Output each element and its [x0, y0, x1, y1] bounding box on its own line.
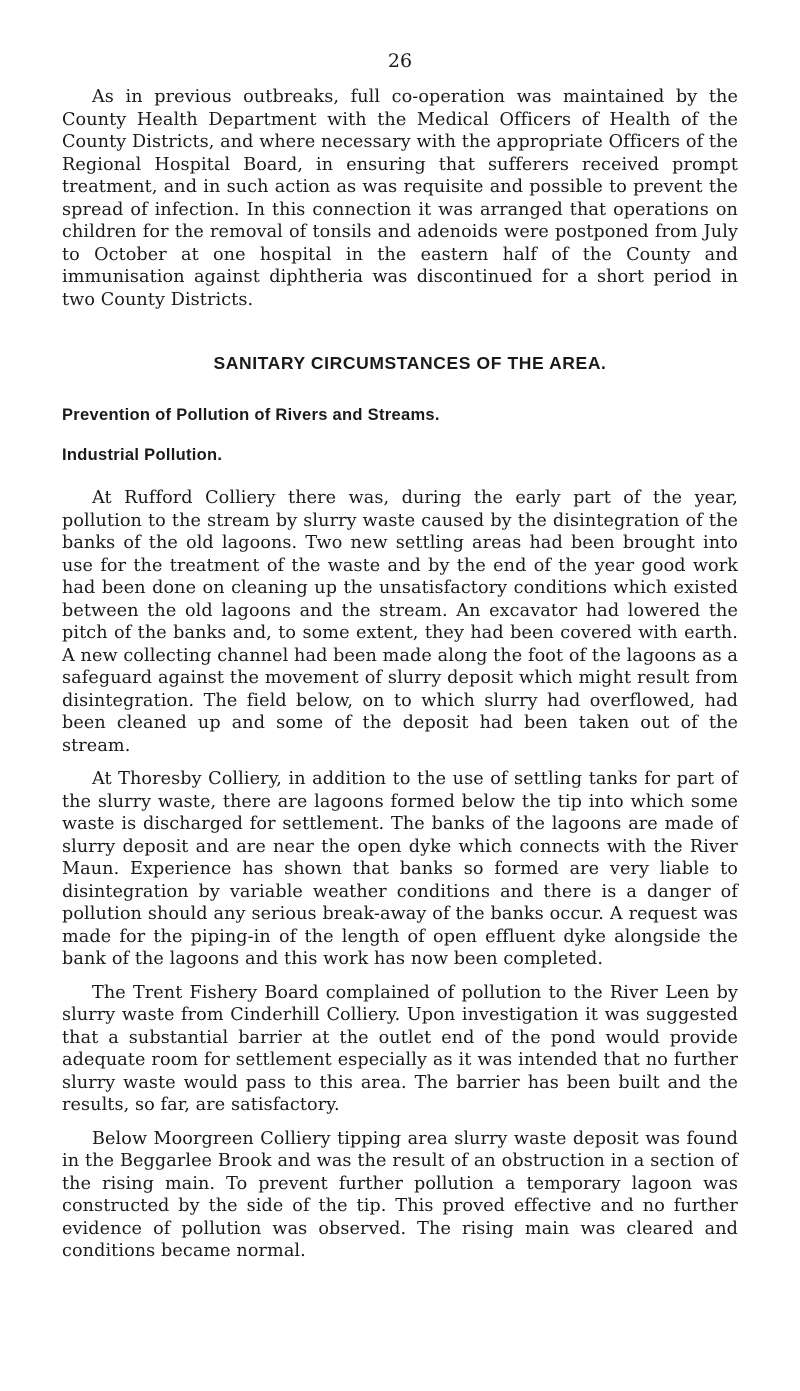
paragraph-cinderhill-colliery: The Trent Fishery Board complained of pollution to the River Leen by slurry waste from Cinderhill Colliery. Upon investigation it was suggested that a substantial barrier at the outlet end of the pond would provide adequate room for settlement especially as it was intended that no further slurry waste would pass to this area. The barrier has been built and the results, so far, are satisfactory. — [62, 982, 738, 1115]
paragraph-outbreak-cooperation: As in previous outbreaks, full co-operation was maintained by the County Health Department with the Medical Officers of Health of the County Districts, and where necessary with the appropriate Officers of the Regional Hospital Board, in ensuring that sufferers received prompt treatment, and in such action as was requisite and possible to prevent the spread of infection. In this connection it was arranged that operations on children for the removal of tonsils and adenoids were postponed from July to October at one hospital in the eastern half of the County and immunisation against diphtheria was discontinued for a short period in two County Districts. — [62, 87, 738, 310]
section-heading-sanitary-circumstances: SANITARY CIRCUMSTANCES OF THE AREA. — [213, 353, 607, 373]
paragraph-moorgreen-colliery: Below Moorgreen Colliery tipping area slurry waste deposit was found in the Beggarlee Brook and was the result of an obstruction in a section of the rising main. To prevent further pollution a temporary lagoon was constructed by the side of the tip. This proved effective and no further evidence of pollution was observed. The rising main was cleared and conditions became normal. — [62, 1128, 738, 1261]
subheading-prevention-of-pollution: Prevention of Pollution of Rivers and Streams. — [62, 406, 440, 424]
page-number: 26 — [387, 50, 413, 72]
paragraph-rufford-colliery: At Rufford Colliery there was, during the early part of the year, pollution to the stream by slurry waste caused by the disintegration of the banks of the old lagoons. Two new settling areas had been brought into use for the treatment of the waste and by the end of the year good work had been done on cleaning up the unsatisfactory conditions which existed between the old lagoons and the stream. An excavator had lowered the pitch of the banks and, to some extent, they had been covered with earth. A new collecting channel had been made along the foot of the lagoons as a safeguard against the movement of slurry deposit which might result from disintegration. The field below, on to which slurry had overflowed, had been cleaned up and some of the deposit had been taken out of the stream. — [62, 488, 738, 756]
subheading-industrial-pollution: Industrial Pollution. — [62, 446, 223, 464]
page-content — [62, 86, 738, 1263]
paragraph-thoresby-colliery: At Thoresby Colliery, in addition to the use of settling tanks for part of the slurry waste, there are lagoons formed below the tip into which some waste is discharged for settlement. The banks of the lagoons are made of slurry deposit and are near the open dyke which connects with the River Maun. Experience has shown that banks so formed are very liable to disintegration by variable weather conditions and there is a danger of pollution should any serious break-away of the banks occur. A request was made for the piping-in of the length of open effluent dyke alongside the bank of the lagoons and this work has now been completed. — [62, 769, 738, 969]
